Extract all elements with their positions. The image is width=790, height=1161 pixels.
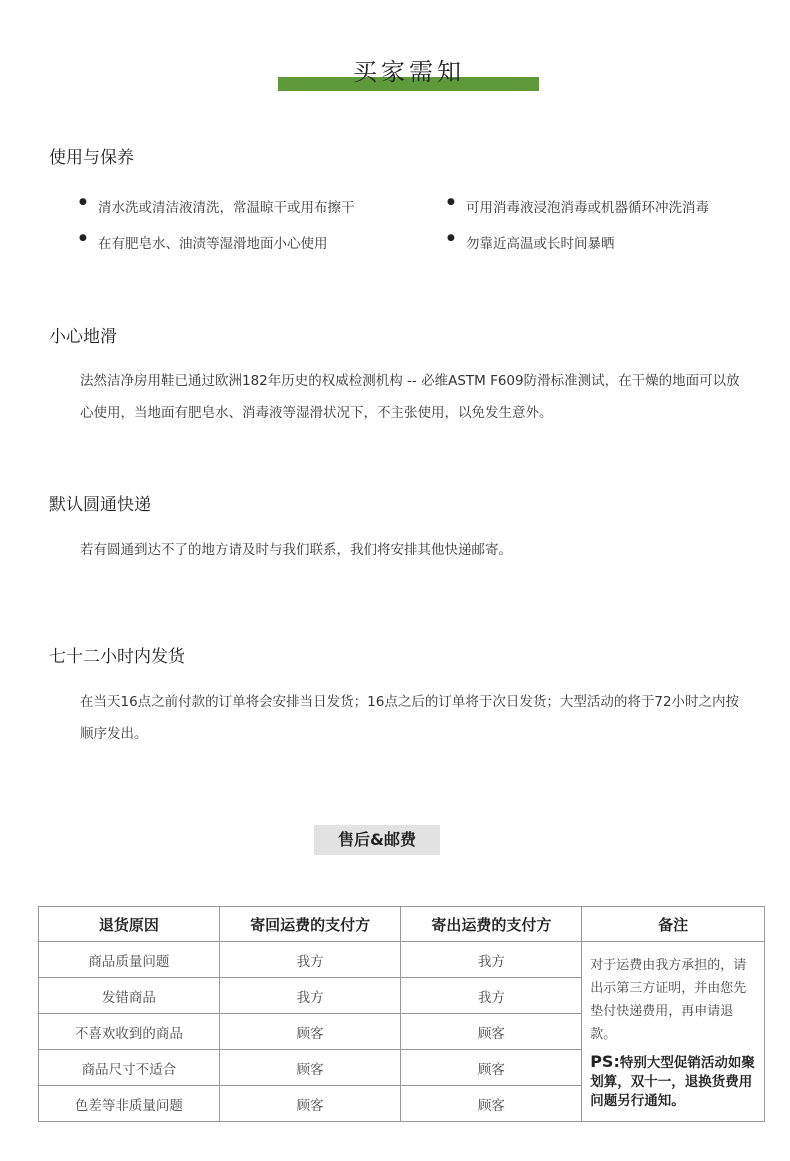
shipping-paragraph: 在当天16点之前付款的订单将会安排当日发货；16点之后的订单将于次日发货；大型活动的将于72小时之内按顺序发出。 [80,694,740,742]
express-heading: 默认圆通快递 [49,495,151,515]
send-fee-cell: 我方 [401,942,582,978]
header-note: 备注 [582,907,765,942]
header-return-fee: 寄回运费的支付方 [219,907,401,942]
table-row [39,942,765,978]
table-header-row [39,907,765,942]
reason-cell: 商品尺寸不适合 [39,1050,220,1086]
care-bullet: ● 勿靠近高温或长时间暴晒 [466,232,615,252]
note-text: 对于运费由我方承担的，请出示第三方证明，并由您先垫付快递费用，再申请退款。 [590,958,747,1042]
ps-text: 特别大型促销活动如聚划算，双十一，退换货费用问题另行通知。 [590,1055,755,1109]
return-fee-cell: 顾客 [219,1086,401,1122]
return-fee-cell: 顾客 [219,1014,401,1050]
reason-cell: 不喜欢收到的商品 [39,1014,220,1050]
ps-note [590,1052,758,1111]
send-fee-cell: 顾客 [401,1014,582,1050]
page-title: 买家需知 [353,58,465,86]
return-fee-cell: 顾客 [219,1050,401,1086]
page-title-block [278,56,540,92]
return-fee-cell: 我方 [219,978,401,1014]
express-paragraph: 若有圆通到达不了的地方请及时与我们联系，我们将安排其他快递邮寄。 [80,542,512,558]
care-bullet: ● 清水洗或清洁液清洗，常温晾干或用布擦干 [98,196,355,216]
aftersale-table [38,906,765,1122]
care-bullet: ● 可用消毒液浸泡消毒或机器循环冲洗消毒 [466,196,709,216]
header-send-fee: 寄出运费的支付方 [401,907,582,942]
ps-label: PS: [590,1052,620,1071]
care-heading: 使用与保养 [49,148,134,168]
aftersale-badge: 售后&邮费 [314,825,440,855]
return-fee-cell: 我方 [219,942,401,978]
reason-cell: 发错商品 [39,978,220,1014]
care-bullet: ● 在有肥皂水、油渍等湿滑地面小心使用 [98,232,328,252]
send-fee-cell: 我方 [401,978,582,1014]
shipping-heading: 七十二小时内发货 [49,647,185,667]
slip-heading: 小心地滑 [49,327,117,347]
send-fee-cell: 顾客 [401,1086,582,1122]
send-fee-cell: 顾客 [401,1050,582,1086]
slip-paragraph: 法然洁净房用鞋已通过欧洲182年历史的权威检测机构 -- 必维ASTM F609防滑标准测试，在干燥的地面可以放心使用，当地面有肥皂水、消毒液等湿滑状况下，不主张使用，以免发生意外。 [80,373,740,421]
reason-cell: 色差等非质量问题 [39,1086,220,1122]
header-reason: 退货原因 [39,907,220,942]
reason-cell: 商品质量问题 [39,942,220,978]
note-cell [582,942,765,1122]
